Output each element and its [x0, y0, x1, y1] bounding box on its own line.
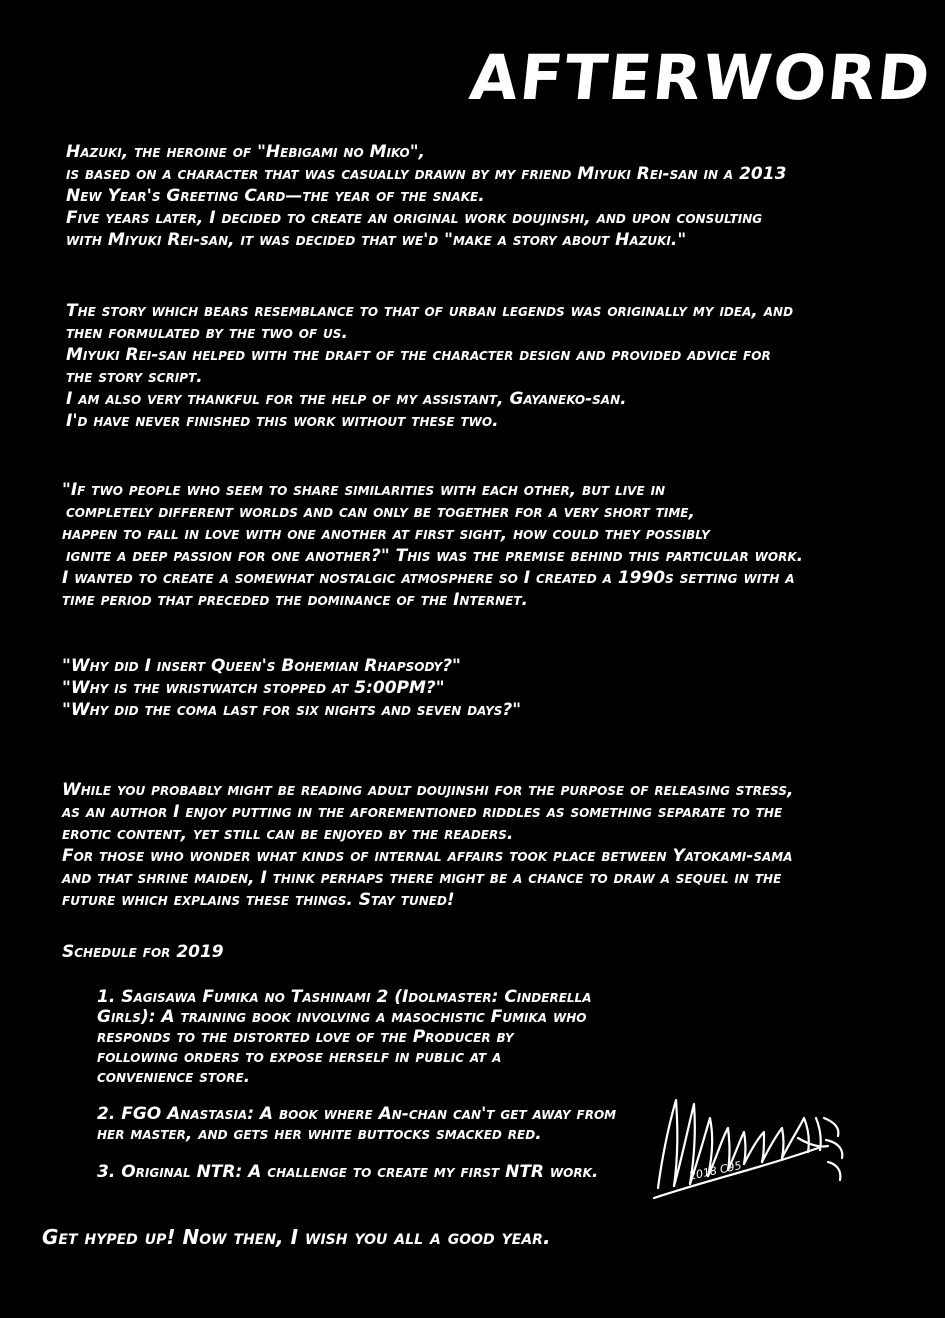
paragraph-line: I am also very thankful for the help of my assistant, Gayaneko-san. [66, 389, 627, 409]
paragraph-line: Hazuki, the heroine of "Hebigami no Miko", [66, 142, 426, 162]
paragraph-line: happen to fall in love with one another at first sight, how could they possibly [62, 524, 710, 544]
closing-line: Get hyped up! Now then, I wish you all a good year. [42, 1225, 551, 1249]
paragraph-line: the story script. [66, 367, 203, 387]
schedule-item-line: following orders to expose herself in public at a [97, 1047, 502, 1067]
paragraph-line: Five years later, I decided to create an original work doujinshi, and upon consulting [66, 208, 763, 228]
paragraph-line: The story which bears resemblance to that of urban legends was originally my idea, and [66, 301, 794, 321]
paragraph-line: and that shrine maiden, I think perhaps there might be a chance to draw a sequel in the [62, 868, 782, 888]
schedule-item-line: 1. Sagisawa Fumika no Tashinami 2 (Idolmaster: Cinderella [97, 987, 592, 1007]
paragraph-line: "Why did I insert Queen's Bohemian Rhapsody?" [62, 656, 461, 676]
schedule-item-line: 3. Original NTR: A challenge to create my first NTR work. [97, 1162, 599, 1182]
schedule-item-line: responds to the distorted love of the Producer by [97, 1027, 514, 1047]
paragraph-line: "Why did the coma last for six nights and seven days?" [62, 700, 522, 720]
paragraph-line: New Year's Greeting Card—the year of the snake. [66, 186, 485, 206]
paragraph-line: with Miyuki Rei-san, it was decided that we'd "make a story about Hazuki." [66, 230, 687, 250]
paragraph-line: as an author I enjoy putting in the aforementioned riddles as something separate to the [62, 802, 783, 822]
paragraph-line: Miyuki Rei-san helped with the draft of the character design and provided advice for [66, 345, 771, 365]
paragraph-line: While you probably might be reading adult doujinshi for the purpose of releasing stress, [62, 780, 794, 800]
page-title: AFTERWORD [466, 41, 936, 114]
signature-icon [648, 1088, 858, 1208]
paragraph-line: erotic content, yet still can be enjoyed by the readers. [62, 824, 514, 844]
paragraph-line: For those who wonder what kinds of internal affairs took place between Yatokami-sama [62, 846, 793, 866]
signature-date: 2018 C95 [688, 1158, 743, 1183]
paragraph-line: "If two people who seem to share similarities with each other, but live in [62, 480, 666, 500]
paragraph-line: is based on a character that was casually drawn by my friend Miyuki Rei-san in a 2013 [66, 164, 787, 184]
paragraph-line: I'd have never finished this work without these two. [66, 411, 499, 431]
schedule-item-line: Girls): A training book involving a masochistic Fumika who [97, 1007, 587, 1027]
schedule-item-line: convenience store. [97, 1067, 251, 1087]
schedule-heading: Schedule for 2019 [62, 942, 224, 962]
schedule-item-line: her master, and gets her white buttocks smacked red. [97, 1124, 542, 1144]
schedule-item-line: 2. FGO Anastasia: A book where An-chan can't get away from [97, 1104, 617, 1124]
paragraph-line: "Why is the wristwatch stopped at 5:00PM?" [62, 678, 445, 698]
paragraph-line: then formulated by the two of us. [66, 323, 348, 343]
paragraph-line: ignite a deep passion for one another?" This was the premise behind this particular work. [66, 546, 804, 566]
paragraph-line: future which explains these things. Stay tuned! [62, 890, 455, 910]
paragraph-line: completely different worlds and can only be together for a very short time, [66, 502, 695, 522]
paragraph-line: I wanted to create a somewhat nostalgic atmosphere so I created a 1990s setting with a [62, 568, 795, 588]
paragraph-line: time period that preceded the dominance of the Internet. [62, 590, 528, 610]
